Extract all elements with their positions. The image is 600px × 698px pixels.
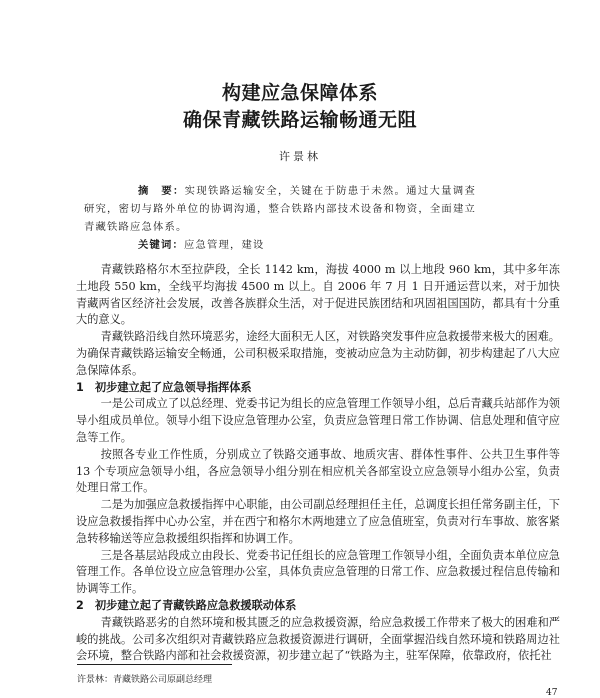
- page-number: 47: [546, 688, 558, 698]
- paragraph: 按照各专业工作性质，分别成立了铁路交通事故、地质灾害、群体性事件、公共卫生事件等 13 个专项应急领导小组，各应急领导小组分别在相应机关各部室设立应急领导小组办公室，负责处理日常工作。: [76, 447, 560, 495]
- footnote: 许景林：青藏铁路公司原副总经理: [77, 675, 213, 685]
- footnote-rule: [77, 664, 232, 665]
- paragraph: 青藏铁路格尔木至拉萨段，全长 1142 km，海拔 4000 m 以上地段 960 km，其中多年冻土地段 550 km，全线平均海拔 4500 m 以上。自 2006 年 7 月 1 日开通运营以来，对于加快青藏两省区经济社会发展，改善各族群众生活，对于促进民族团结和巩固祖国国防，都具有十分重大的意义。: [76, 263, 560, 327]
- title-line-2: 确保青藏铁路运输畅通无阻: [182, 109, 417, 131]
- abstract: [84, 182, 476, 236]
- title-line-1: 构建应急保障体系: [221, 82, 378, 104]
- paragraph: 一是公司成立了以总经理、党委书记为组长的应急管理工作领导小组，总后青藏兵站部作为领导小组成员单位。领导小组下设应急管理办公室，负责应急管理日常工作协调、信息处理和值守应急等工作。: [76, 397, 560, 444]
- author: 许景林: [279, 150, 321, 163]
- keywords-label: 关键词：: [138, 239, 184, 251]
- paragraph: 三是各基层站段成立由段长、党委书记任组长的应急管理工作领导小组，全面负责本单位应急管理工作。各单位设立应急管理办公室，具体负责应急管理的日常工作、应急救援过程信息传输和协调等工作。: [76, 548, 560, 596]
- paragraph: 青藏铁路恶劣的自然环境和极其匮乏的应急救援资源，给应急救援工作带来了极大的困难和严峻的挑战。公司多次组织对青藏铁路应急救援资源进行调研，全面掌握沿线自然环境和铁路周边社会环境，整合铁路内部和社会救援资源，初步建立起了“铁路为主，驻军保障，依靠政府，依托社: [76, 615, 560, 663]
- paragraph: 青藏铁路沿线自然环境恶劣，途经大面积无人区，对铁路突发事件应急救援带来极大的困难。为确保青藏铁路运输安全畅通，公司积极采取措施，变被动应急为主动防御，初步构建起了八大应急保障体系。: [76, 330, 560, 377]
- body-text: [76, 262, 560, 665]
- keywords: [138, 238, 264, 252]
- keywords-text: 应急管理，建设: [184, 239, 265, 251]
- abstract-text: 实现铁路运输安全，关键在于防患于未然。通过大量调查研究，密切与路外单位的协调沟通，整合铁路内部技术设备和物资，全面建立青藏铁路应急体系。: [84, 185, 477, 233]
- abstract-label: 摘 要：: [138, 185, 185, 197]
- paragraph: 二是为加强应急救援指挥中心职能，由公司副总经理担任主任，总调度长担任常务副主任，下设应急救援指挥中心办公室，并在西宁和格尔木两地建立了应急值班室，负责对行车事故、旅客紧急转移输送等应急救援组织指挥和协调工作。: [76, 498, 560, 545]
- section-heading: 1 初步建立起了应急领导指挥体系: [76, 380, 252, 394]
- section-heading: 2 初步建立起了青藏铁路应急救援联动体系: [76, 598, 297, 612]
